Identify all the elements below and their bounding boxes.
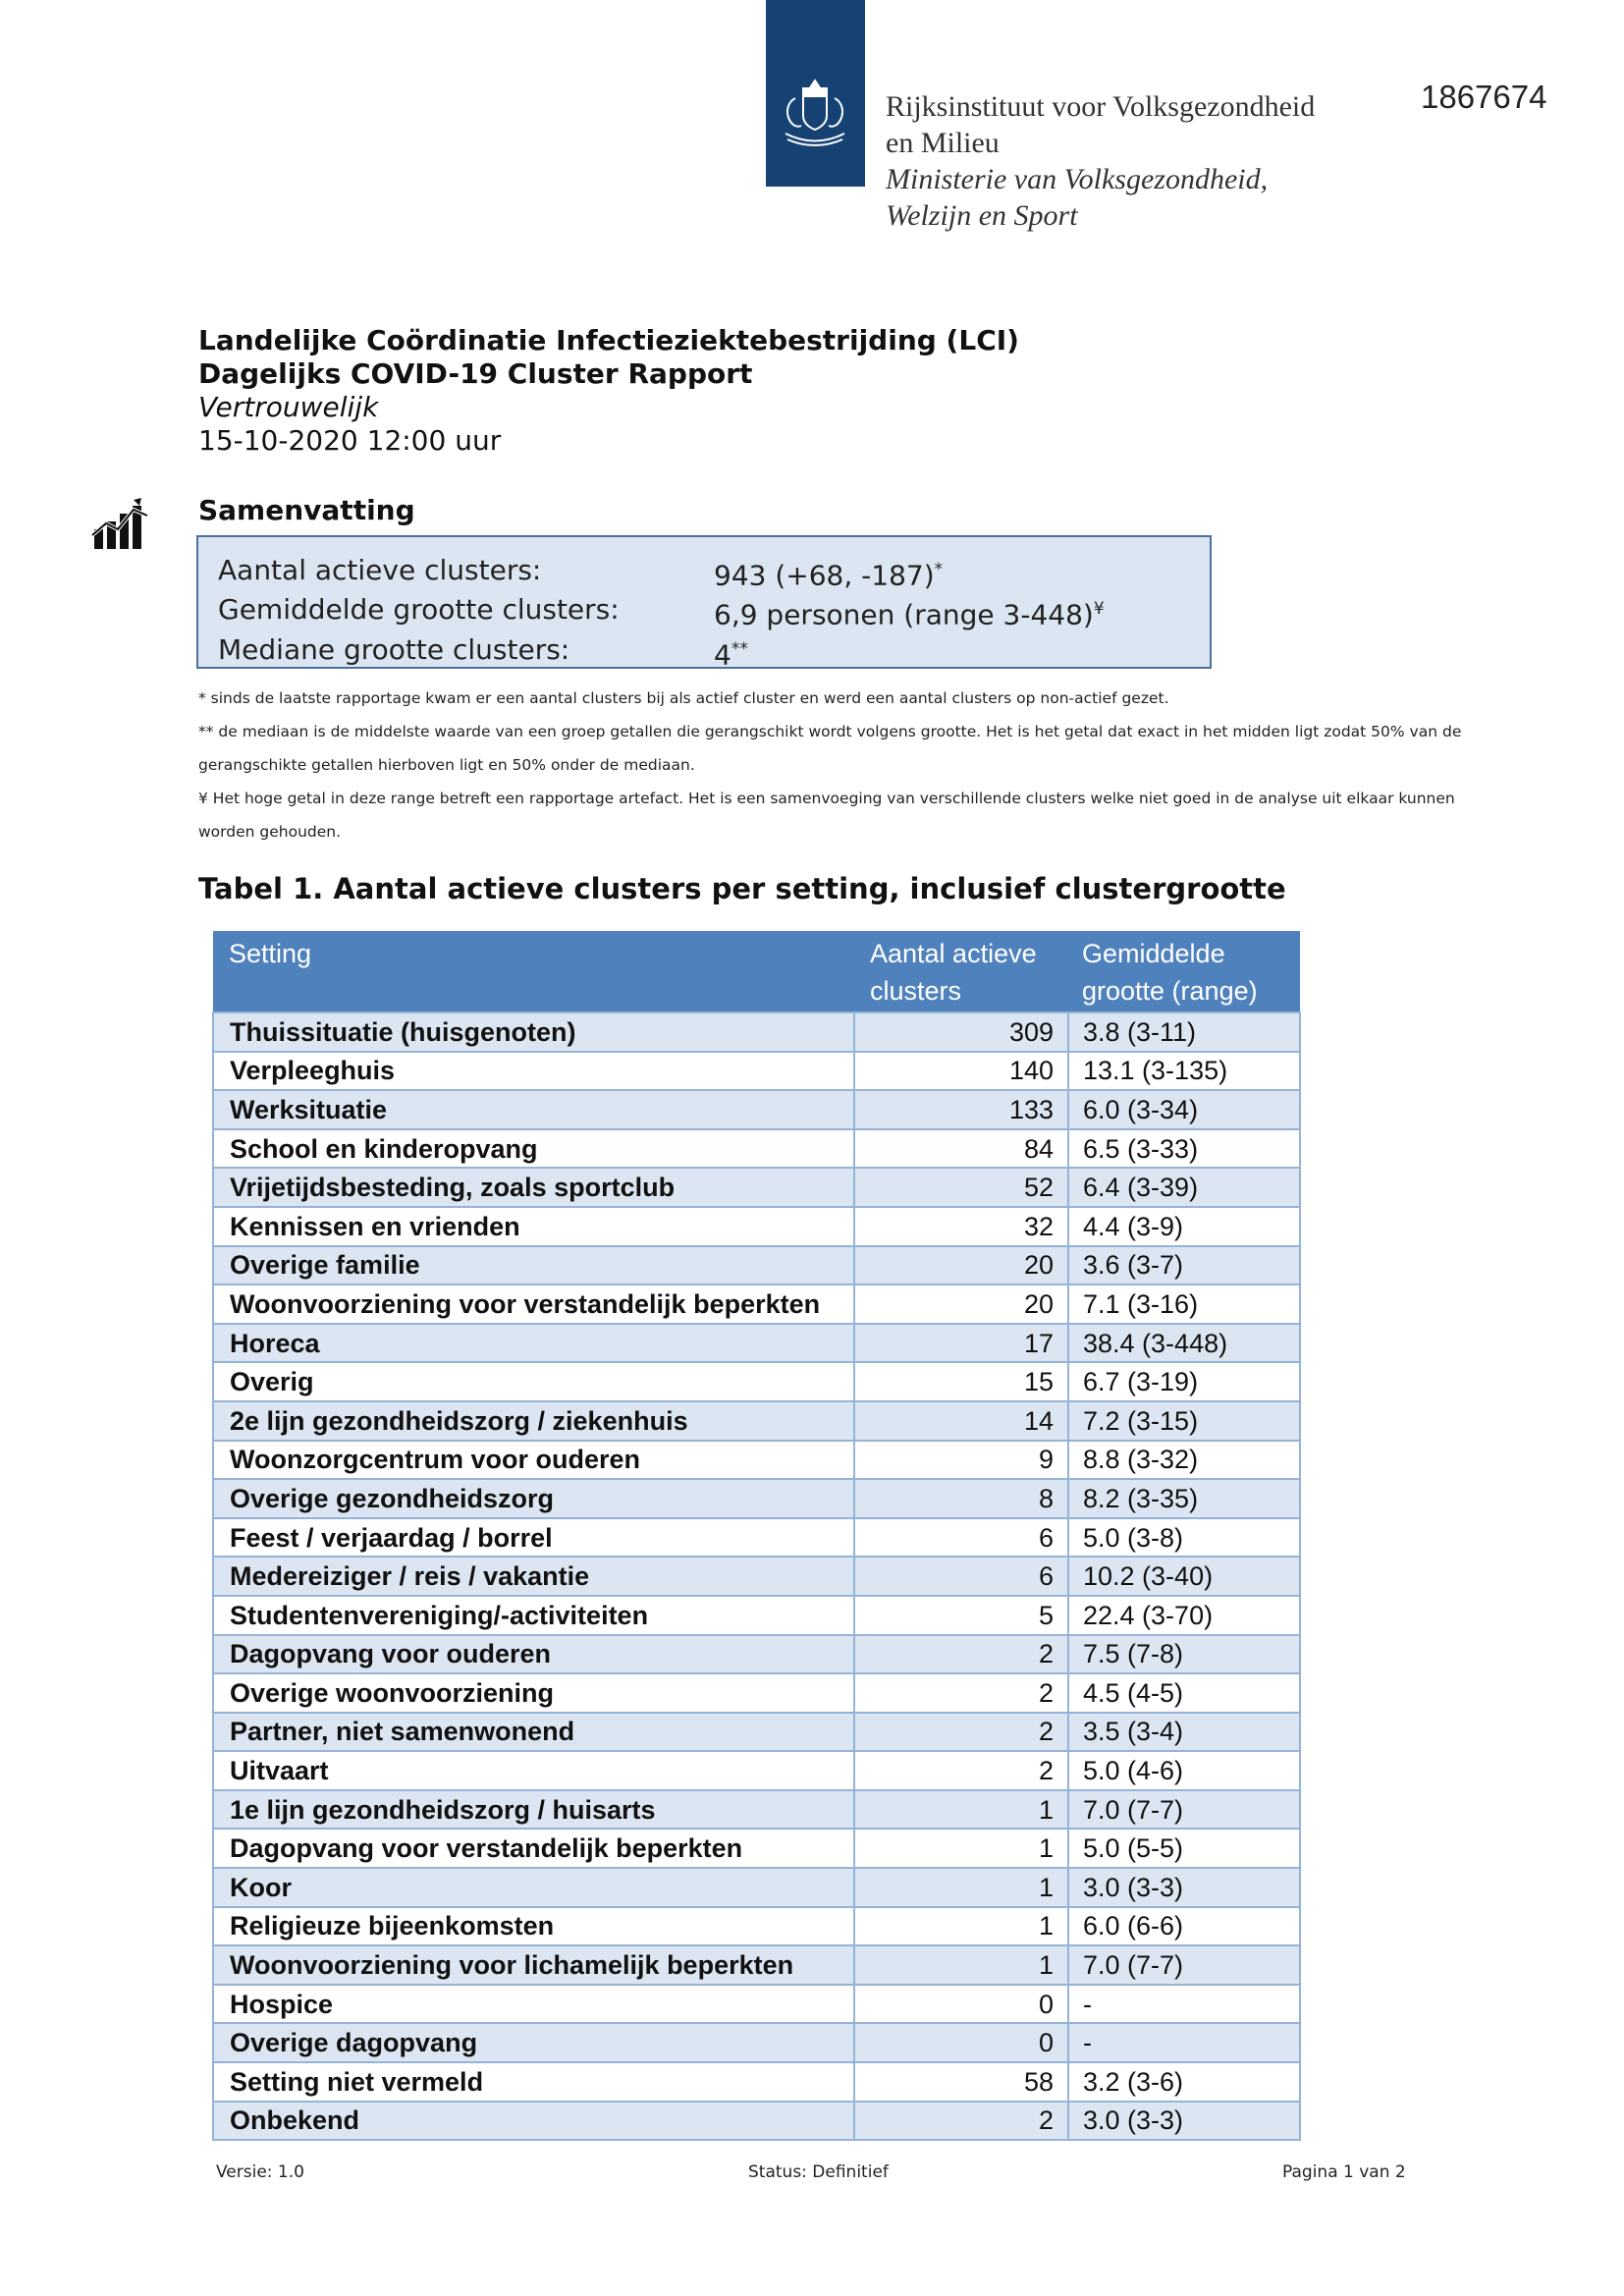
table-row — [213, 1635, 1300, 1674]
table-row — [213, 1868, 1300, 1907]
cell-setting: Studentenvereniging/-activiteiten — [213, 1596, 854, 1635]
cell-active-clusters: 2 — [854, 1713, 1068, 1752]
cell-active-clusters: 1 — [854, 1868, 1068, 1907]
cell-active-clusters: 17 — [854, 1324, 1068, 1363]
cell-active-clusters: 15 — [854, 1362, 1068, 1401]
cell-active-clusters: 14 — [854, 1401, 1068, 1441]
cell-setting: Koor — [213, 1868, 854, 1907]
table-row — [213, 2102, 1300, 2141]
cell-active-clusters: 133 — [854, 1090, 1068, 1129]
table-row — [213, 1673, 1300, 1713]
cell-active-clusters: 140 — [854, 1052, 1068, 1091]
cell-setting: Feest / verjaardag / borrel — [213, 1518, 854, 1558]
clusters-table — [212, 931, 1301, 2141]
cell-setting: Overige dagopvang — [213, 2023, 854, 2062]
cell-average-size: 6.4 (3-39) — [1068, 1168, 1300, 1207]
header-setting: Setting — [213, 931, 854, 1012]
summary-row-median — [218, 632, 1210, 672]
report-subtitle: Dagelijks COVID-19 Cluster Rapport — [198, 357, 753, 390]
cell-average-size: 8.8 (3-32) — [1068, 1441, 1300, 1480]
table-row — [213, 1285, 1300, 1324]
report-date: 15-10-2020 12:00 uur — [198, 424, 502, 457]
table-row — [213, 1129, 1300, 1169]
table-row — [213, 1362, 1300, 1401]
cell-average-size: 3.6 (3-7) — [1068, 1246, 1300, 1285]
cell-active-clusters: 0 — [854, 2023, 1068, 2062]
table-row — [213, 1596, 1300, 1635]
cell-active-clusters: 58 — [854, 2062, 1068, 2102]
table-row — [213, 2023, 1300, 2062]
cell-average-size: 3.5 (3-4) — [1068, 1713, 1300, 1752]
cell-setting: Dagopvang voor ouderen — [213, 1635, 854, 1674]
document-number: 1867674 — [1421, 79, 1547, 115]
table-row — [213, 1945, 1300, 1985]
cell-active-clusters: 1 — [854, 1829, 1068, 1868]
table-row — [213, 1751, 1300, 1790]
table-row — [213, 1441, 1300, 1480]
table-row — [213, 1518, 1300, 1558]
table-row — [213, 1907, 1300, 1946]
cell-setting: Onbekend — [213, 2102, 854, 2141]
org-line-2: en Milieu — [886, 127, 1000, 159]
cell-average-size: 22.4 (3-70) — [1068, 1596, 1300, 1635]
cell-setting: Religieuze bijeenkomsten — [213, 1907, 854, 1946]
summary-label: Gemiddelde grootte clusters: — [218, 593, 620, 627]
footnote: * sinds de laatste rapportage kwam er een aantal clusters bij als actief cluster en werd een aantal clusters op non-actief gezet. — [198, 689, 1169, 707]
table-row — [213, 1090, 1300, 1129]
cell-setting: Overige woonvoorziening — [213, 1673, 854, 1713]
cell-setting: Kennissen en vrienden — [213, 1207, 854, 1246]
cell-average-size: 6.0 (6-6) — [1068, 1907, 1300, 1946]
table-row — [213, 1052, 1300, 1091]
cell-active-clusters: 2 — [854, 2102, 1068, 2141]
cell-active-clusters: 32 — [854, 1207, 1068, 1246]
summary-box — [196, 535, 1212, 669]
cell-average-size: 6.7 (3-19) — [1068, 1362, 1300, 1401]
table-row — [213, 1324, 1300, 1363]
table-row — [213, 1829, 1300, 1868]
cell-average-size: 8.2 (3-35) — [1068, 1479, 1300, 1518]
summary-heading: Samenvatting — [198, 494, 415, 526]
table-row — [213, 1479, 1300, 1518]
cell-active-clusters: 2 — [854, 1635, 1068, 1674]
cell-active-clusters: 5 — [854, 1596, 1068, 1635]
cell-setting: Partner, niet samenwonend — [213, 1713, 854, 1752]
table-row — [213, 1557, 1300, 1596]
cell-setting: Werksituatie — [213, 1090, 854, 1129]
header-active-clusters: Aantal actieve clusters — [854, 931, 1068, 1012]
cell-average-size: 5.0 (4-6) — [1068, 1751, 1300, 1790]
cell-setting: Dagopvang voor verstandelijk beperkten — [213, 1829, 854, 1868]
table-row — [213, 1985, 1300, 2024]
cell-setting: Woonvoorziening voor verstandelijk beperkten — [213, 1285, 854, 1324]
cell-average-size: 7.0 (7-7) — [1068, 1790, 1300, 1830]
cell-setting: Thuissituatie (huisgenoten) — [213, 1012, 854, 1052]
summary-value: 4** — [714, 637, 748, 671]
cell-setting: 2e lijn gezondheidszorg / ziekenhuis — [213, 1401, 854, 1441]
cell-active-clusters: 20 — [854, 1246, 1068, 1285]
footer-page: Pagina 1 van 2 — [1282, 2162, 1406, 2182]
summary-row-mean — [218, 592, 1210, 631]
org-line-4: Welzijn en Sport — [886, 199, 1078, 232]
cell-active-clusters: 1 — [854, 1945, 1068, 1985]
org-line-1: Rijksinstituut voor Volksgezondheid — [886, 90, 1316, 123]
cell-setting: School en kinderopvang — [213, 1129, 854, 1169]
cell-setting: Overige familie — [213, 1246, 854, 1285]
cell-average-size: 10.2 (3-40) — [1068, 1557, 1300, 1596]
cell-setting: Verpleeghuis — [213, 1052, 854, 1091]
cell-setting: Medereiziger / reis / vakantie — [213, 1557, 854, 1596]
cell-average-size: 3.0 (3-3) — [1068, 1868, 1300, 1907]
cell-active-clusters: 2 — [854, 1673, 1068, 1713]
report-title-block — [198, 324, 1019, 458]
chart-icon — [90, 496, 151, 555]
cell-average-size: 6.5 (3-33) — [1068, 1129, 1300, 1169]
confidential-label: Vertrouwelijk — [198, 391, 379, 423]
cell-setting: Uitvaart — [213, 1751, 854, 1790]
footnote: ¥ Het hoge getal in deze range betreft een rapportage artefact. Het is een samenvoeging van verschillende clusters welke niet goed in de analyse uit elkaar kunnen worden gehouden. — [198, 790, 1455, 841]
cell-setting: 1e lijn gezondheidszorg / huisarts — [213, 1790, 854, 1830]
footnote: ** de mediaan is de middelste waarde van een groep getallen die gerangschikt wordt volgens grootte. Het is het getal dat exact in het midden ligt zodat 50% van de gerangschikte getallen hierboven ligt en 50% onder de mediaan. — [198, 723, 1462, 774]
report-title: Landelijke Coördinatie Infectieziektebestrijding (LCI) — [198, 324, 1019, 356]
cell-setting: Hospice — [213, 1985, 854, 2024]
summary-value: 6,9 personen (range 3-448)¥ — [714, 598, 1105, 631]
cell-active-clusters: 1 — [854, 1907, 1068, 1946]
cell-setting: Setting niet vermeld — [213, 2062, 854, 2102]
cell-average-size: - — [1068, 1985, 1300, 2024]
cell-average-size: 5.0 (3-8) — [1068, 1518, 1300, 1558]
summary-label: Aantal actieve clusters: — [218, 554, 542, 586]
header-average-size: Gemiddelde grootte (range) — [1068, 931, 1300, 1012]
cell-average-size: 4.4 (3-9) — [1068, 1207, 1300, 1246]
cell-active-clusters: 6 — [854, 1557, 1068, 1596]
organisation-name — [886, 88, 1315, 234]
cell-average-size: 7.1 (3-16) — [1068, 1285, 1300, 1324]
cell-average-size: 7.0 (7-7) — [1068, 1945, 1300, 1985]
cell-setting: Overig — [213, 1362, 854, 1401]
cell-setting: Horeca — [213, 1324, 854, 1363]
cell-average-size: 5.0 (5-5) — [1068, 1829, 1300, 1868]
table-row — [213, 1207, 1300, 1246]
cell-active-clusters: 309 — [854, 1012, 1068, 1052]
footnotes — [198, 682, 1465, 848]
summary-value: 943 (+68, -187)* — [714, 559, 944, 592]
footer-status: Status: Definitief — [748, 2162, 889, 2182]
cell-active-clusters: 84 — [854, 1129, 1068, 1169]
cell-active-clusters: 9 — [854, 1441, 1068, 1480]
table-title: Tabel 1. Aantal actieve clusters per setting, inclusief clustergrootte — [198, 872, 1286, 905]
cell-average-size: 3.0 (3-3) — [1068, 2102, 1300, 2141]
table-row — [213, 1246, 1300, 1285]
table-row — [213, 1012, 1300, 1052]
cell-setting: Woonzorgcentrum voor ouderen — [213, 1441, 854, 1480]
coat-of-arms-icon — [774, 77, 857, 150]
cell-setting: Woonvoorziening voor lichamelijk beperkten — [213, 1945, 854, 1985]
org-line-3: Ministerie van Volksgezondheid, — [886, 163, 1269, 195]
footer-version: Versie: 1.0 — [216, 2162, 304, 2182]
cell-active-clusters: 6 — [854, 1518, 1068, 1558]
cell-average-size: 13.1 (3-135) — [1068, 1052, 1300, 1091]
cell-average-size: 3.8 (3-11) — [1068, 1012, 1300, 1052]
cell-active-clusters: 20 — [854, 1285, 1068, 1324]
table-header-row — [213, 931, 1300, 1012]
cell-average-size: 4.5 (4-5) — [1068, 1673, 1300, 1713]
table-row — [213, 1713, 1300, 1752]
table-row — [213, 2062, 1300, 2102]
summary-label: Mediane grootte clusters: — [218, 632, 570, 666]
cell-active-clusters: 2 — [854, 1751, 1068, 1790]
cell-setting: Vrijetijdsbesteding, zoals sportclub — [213, 1168, 854, 1207]
cell-average-size: 7.5 (7-8) — [1068, 1635, 1300, 1674]
cell-active-clusters: 8 — [854, 1479, 1068, 1518]
cell-average-size: 6.0 (3-34) — [1068, 1090, 1300, 1129]
cell-average-size: - — [1068, 2023, 1300, 2062]
table-row — [213, 1168, 1300, 1207]
table-row — [213, 1790, 1300, 1830]
summary-row-active — [218, 553, 1210, 592]
cell-active-clusters: 0 — [854, 1985, 1068, 2024]
cell-setting: Overige gezondheidszorg — [213, 1479, 854, 1518]
cell-average-size: 3.2 (3-6) — [1068, 2062, 1300, 2102]
rijksoverheid-logo — [766, 0, 865, 187]
table-row — [213, 1401, 1300, 1441]
cell-active-clusters: 52 — [854, 1168, 1068, 1207]
cell-active-clusters: 1 — [854, 1790, 1068, 1830]
cell-average-size: 38.4 (3-448) — [1068, 1324, 1300, 1363]
cell-average-size: 7.2 (3-15) — [1068, 1401, 1300, 1441]
